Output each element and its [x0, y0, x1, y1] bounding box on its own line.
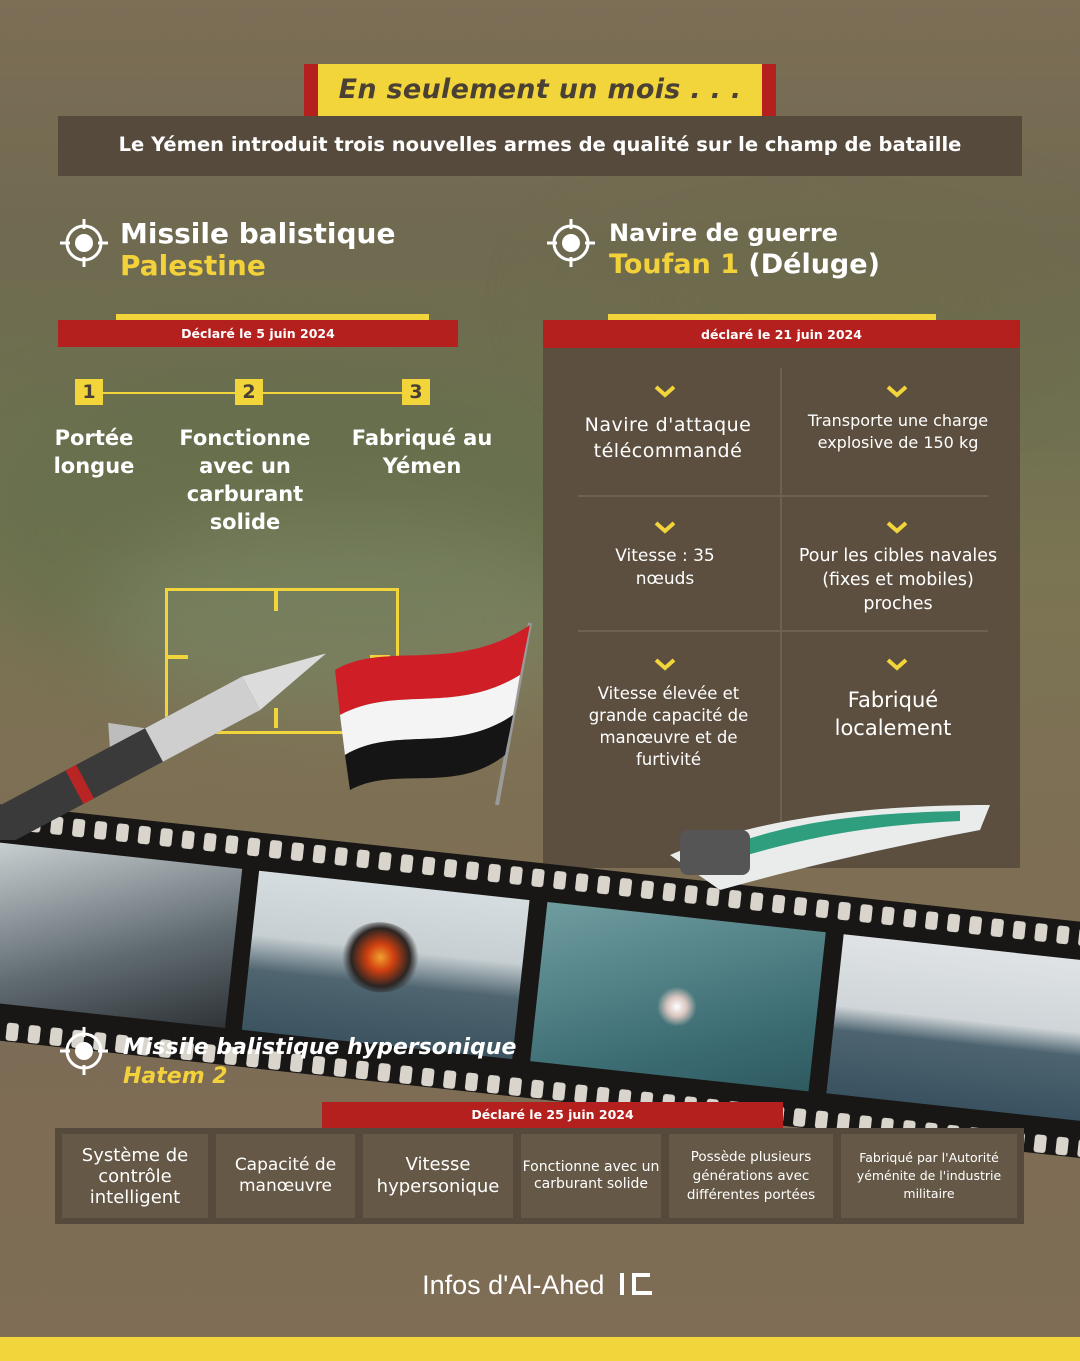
step-number-2: 2	[235, 379, 263, 405]
chevron-down-icon	[653, 520, 677, 534]
toufan-feature-1: Navire d'attaque télécommandé	[584, 414, 752, 462]
chevron-down-icon	[653, 384, 677, 398]
palestine-date-bar	[58, 320, 458, 347]
toufan-title	[609, 218, 880, 280]
divider	[578, 495, 988, 497]
target-icon	[58, 217, 110, 269]
video-frame-3	[530, 902, 826, 1091]
hatem-feature-3	[363, 1134, 513, 1218]
date-accent	[608, 314, 936, 320]
toufan-feature-2: Transporte une charge explosive de 150 kg	[807, 411, 989, 452]
toufan-name: Toufan 1	[609, 249, 739, 280]
hatem-title-line2: Hatem 2	[123, 1064, 228, 1089]
hatem-date: Déclaré le 25 juin 2024	[471, 1107, 634, 1122]
palestine-title-line2: Palestine	[120, 249, 266, 282]
explosion	[655, 985, 699, 1029]
chevron-down-icon	[885, 520, 909, 534]
step-number-3: 3	[402, 379, 430, 405]
palestine-title	[120, 219, 395, 281]
toufan-date-bar	[543, 320, 1020, 350]
palestine-feature-2: Fonctionne avec un carburant solide	[179, 426, 311, 534]
header-subtitle: Le Yémen introduit trois nouvelles armes de qualité sur le champ de bataille	[118, 133, 962, 156]
hatem-date-bar	[322, 1102, 783, 1128]
toufan-alias: (Déluge)	[748, 249, 880, 280]
missile-image	[0, 620, 360, 840]
target-icon	[545, 217, 597, 269]
date-accent	[116, 314, 429, 320]
divider	[578, 630, 988, 632]
step-number-1: 1	[75, 379, 103, 405]
chevron-down-icon	[885, 384, 909, 398]
video-frame-4	[826, 934, 1080, 1121]
hatem-feature-3-text: Vitesse hypersonique	[376, 1154, 500, 1197]
toufan-date: déclaré le 21 juin 2024	[701, 327, 862, 342]
hatem-title-line1: Missile balistique hypersonique	[123, 1035, 517, 1060]
palestine-feature-1: Portée longue	[53, 426, 135, 478]
toufan-feature-3: Vitesse : 35 nœuds	[615, 546, 715, 589]
toufan-feature-5: Vitesse élevée et grande capacité de manœuvre et de furtivité	[588, 684, 749, 769]
hatem-feature-5-text: Possède plusieurs générations avec différentes portées	[686, 1148, 816, 1203]
divider	[780, 368, 782, 828]
target-icon	[58, 1025, 110, 1077]
toufan-feature-4: Pour les cibles navales (fixes et mobiles) proches	[798, 546, 998, 614]
header-subtitle-banner	[58, 116, 1022, 176]
crosshair-tick	[274, 591, 278, 611]
hatem-feature-2-text: Capacité de manœuvre	[234, 1155, 337, 1196]
attack-boat-image	[660, 785, 1000, 895]
explosion	[337, 918, 424, 996]
header-title-banner	[304, 64, 776, 116]
video-frame-1	[0, 842, 242, 1028]
hatem-feature-2	[216, 1134, 355, 1218]
toufan-feature-6: Fabriqué localement	[834, 688, 952, 740]
yemen-flag-image	[325, 615, 545, 815]
hatem-feature-1-text: Système de contrôle intelligent	[81, 1144, 189, 1208]
hatem-feature-4	[521, 1134, 661, 1218]
footer-brand	[0, 1270, 1080, 1301]
chevron-down-icon	[885, 657, 909, 671]
palestine-feature-3: Fabriqué au Yémen	[351, 426, 493, 478]
video-frame-2	[242, 871, 530, 1059]
hatem-feature-4-text: Fonctionne avec un carburant solide	[522, 1159, 660, 1192]
hatem-feature-1	[62, 1134, 208, 1218]
header-title: En seulement un mois . . .	[338, 74, 742, 105]
palestine-title-line1: Missile balistique	[120, 217, 396, 250]
palestine-date: Déclaré le 5 juin 2024	[181, 326, 335, 341]
brand-logo-icon	[618, 1271, 658, 1297]
chevron-down-icon	[653, 657, 677, 671]
brand-name: Infos d'Al-Ahed	[422, 1270, 605, 1300]
bottom-accent-bar	[0, 1337, 1080, 1361]
hatem-title	[123, 1033, 516, 1091]
hatem-features-panel	[55, 1128, 1024, 1224]
toufan-title-line2	[609, 250, 880, 280]
hatem-feature-6	[841, 1134, 1017, 1218]
hatem-feature-6-text: Fabriqué par l'Autorité yéménite de l'industrie militaire	[856, 1150, 1002, 1201]
toufan-title-line1: Navire de guerre	[609, 219, 838, 247]
hatem-feature-5	[669, 1134, 833, 1218]
